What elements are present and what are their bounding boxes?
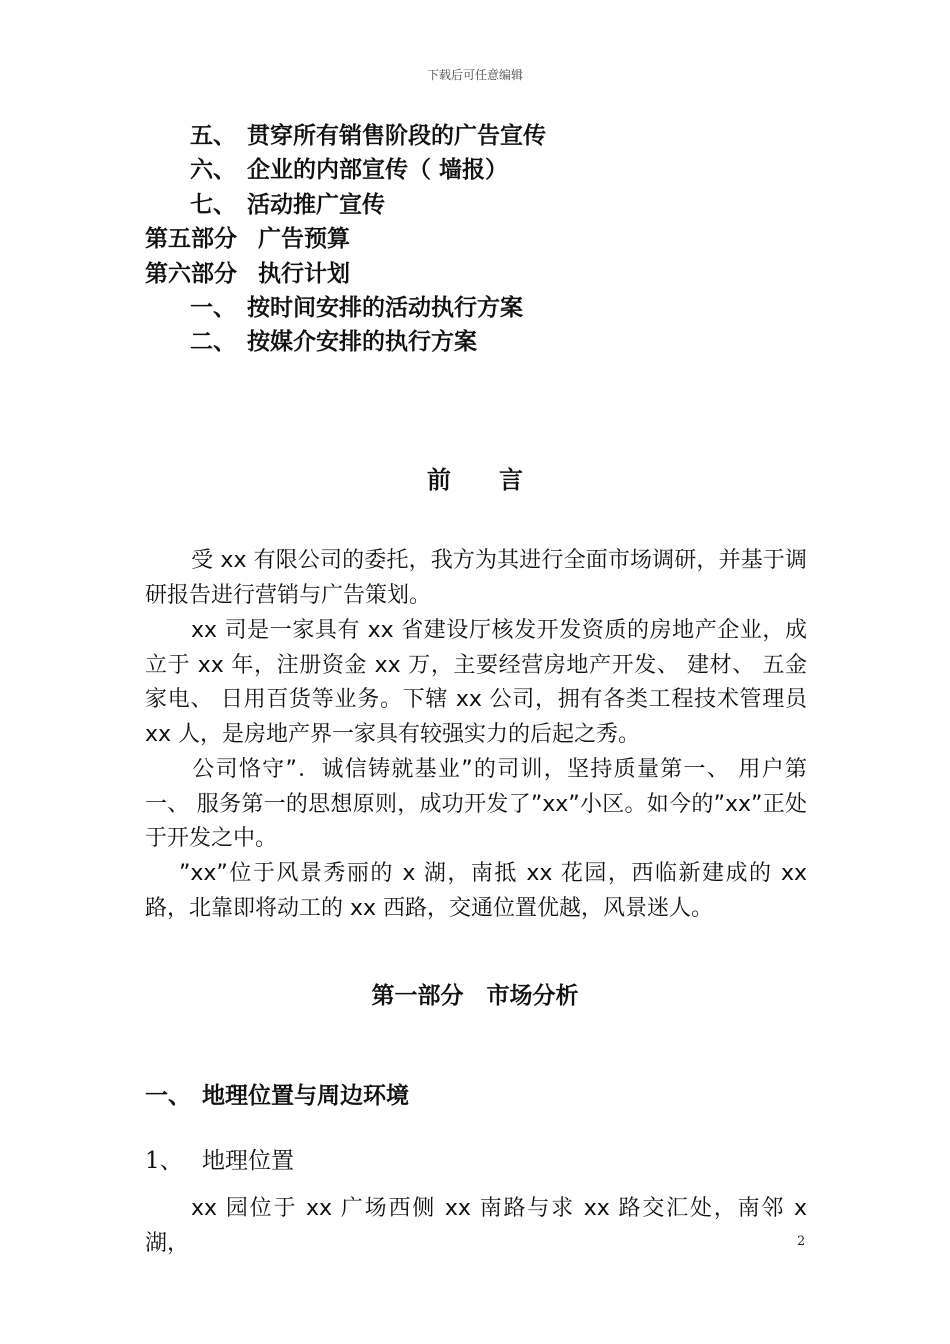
toc-item-number: 七、 bbox=[190, 192, 236, 218]
toc-item-number: 一、 bbox=[190, 295, 236, 321]
page-number: 2 bbox=[797, 1234, 806, 1249]
toc-item-number: 二、 bbox=[190, 329, 236, 355]
paragraph-text: xx 司是一家具有 xx 省建设厅核发开发资质的房地产企业，成立于 xx 年，注册资金 xx 万，主要经营房地产开发、 建材、 五金家电、 日用百货等业务。下辖 xx 公司，拥有各类工程技术管理员 xx 人，是房地产界一家具有较强实力的后起之秀。 bbox=[145, 618, 807, 747]
paragraph-text: xx 园位于 xx 广场西侧 xx 南路与求 xx 路交汇处，南邻 x 湖， bbox=[145, 1196, 807, 1256]
section-heading bbox=[145, 1077, 409, 1110]
toc-part-heading bbox=[145, 259, 350, 289]
toc-part-text: 广告预算 bbox=[258, 226, 350, 252]
section-number: 一、 bbox=[145, 1083, 191, 1109]
preface-title: 前言 bbox=[427, 466, 571, 494]
paragraph-text: 公司恪守”．诚信铸就基业”的司训，坚持质量第一、 用户第一、 服务第一的思想原则，成功开发了”xx”小区。如今的”xx”正处于开发之中。 bbox=[145, 757, 807, 851]
toc-item-number: 五、 bbox=[190, 123, 236, 149]
preface-paragraph bbox=[145, 857, 807, 926]
toc-item-text: 按媒介安排的执行方案 bbox=[247, 329, 477, 355]
toc-item bbox=[190, 190, 385, 220]
toc-item bbox=[190, 121, 546, 151]
toc-part-number: 第六部分 bbox=[145, 261, 237, 287]
section-title: 地理位置与周边环境 bbox=[202, 1083, 409, 1109]
part-heading: 第一部分 市场分析 bbox=[371, 983, 579, 1009]
toc-item-text: 按时间安排的活动执行方案 bbox=[247, 295, 523, 321]
toc-item-text: 企业的内部宣传（ 墙报） bbox=[247, 157, 509, 183]
subsection-title: 地理位置 bbox=[202, 1148, 294, 1174]
toc-part-heading bbox=[145, 224, 350, 254]
toc-item-number: 六、 bbox=[190, 157, 236, 183]
toc-item-text: 贯穿所有销售阶段的广告宣传 bbox=[247, 123, 546, 149]
toc-item-text: 活动推广宣传 bbox=[247, 192, 385, 218]
toc-item bbox=[190, 327, 477, 357]
toc-part-number: 第五部分 bbox=[145, 226, 237, 252]
preface-paragraph bbox=[145, 544, 807, 613]
toc-item bbox=[190, 293, 523, 323]
preface-paragraph bbox=[145, 614, 807, 752]
preface-paragraph bbox=[145, 753, 807, 857]
toc-item bbox=[190, 155, 508, 185]
toc-part-text: 执行计划 bbox=[258, 261, 350, 287]
paragraph-text: 受 xx 有限公司的委托，我方为其进行全面市场调研，并基于调研报告进行营销与广告策划。 bbox=[145, 548, 807, 608]
page-header-note: 下载后可任意编辑 bbox=[426, 68, 523, 82]
body-paragraph bbox=[145, 1192, 807, 1261]
subsection-number: 1、 bbox=[145, 1148, 183, 1174]
subsection-heading bbox=[145, 1142, 294, 1175]
paragraph-text: ”xx”位于风景秀丽的 x 湖，南抵 xx 花园，西临新建成的 xx 路，北靠即将动工的 xx 西路，交通位置优越，风景迷人。 bbox=[145, 861, 807, 921]
